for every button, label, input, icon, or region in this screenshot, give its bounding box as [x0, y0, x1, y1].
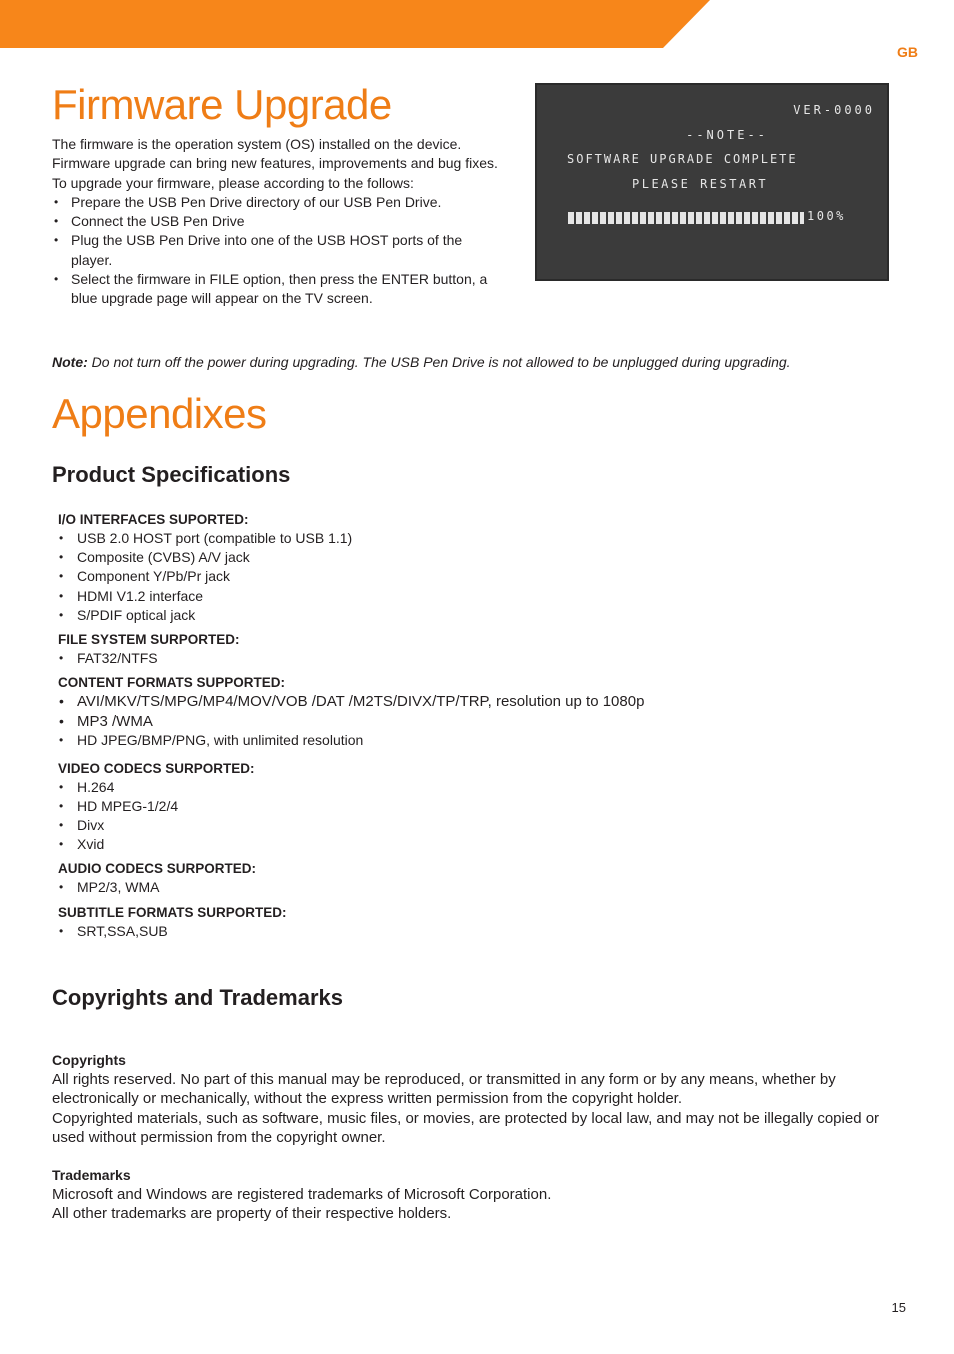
list-item: • S/PDIF optical jack	[58, 606, 758, 625]
copyrights-section	[52, 1051, 912, 1148]
firmware-upgrade-title: Firmware Upgrade	[52, 81, 392, 128]
product-specifications	[58, 510, 758, 941]
list-item: • MP3 /WMA	[58, 712, 758, 732]
copyrights-trademarks-heading: Copyrights and Trademarks	[52, 985, 343, 1010]
intro-line: To upgrade your firmware, please according to the follows:	[52, 174, 414, 191]
list-item: • USB 2.0 HOST port (compatible to USB 1.1)	[58, 529, 758, 548]
list-item: • Divx	[58, 816, 758, 835]
copyrights-paragraph: Copyrighted materials, such as software, music files, or movies, are protected by local law, and may not be illegally copied or used without permission from the copyright owner.	[52, 1109, 880, 1147]
trademarks-paragraph: Microsoft and Windows are registered trademarks of Microsoft Corporation.	[52, 1186, 552, 1203]
screen-progress-bar	[568, 212, 804, 224]
spec-category-heading: CONTENT FORMATS SUPPORTED:	[58, 675, 285, 691]
list-item: • Component Y/Pb/Pr jack	[58, 567, 758, 586]
spec-category-heading: FILE SYSTEM SURPORTED:	[58, 632, 240, 648]
list-item: • HDMI V1.2 interface	[58, 587, 758, 606]
note-text: Do not turn off the power during upgrading. The USB Pen Drive is not allowed to be unplugged during upgrading.	[87, 354, 791, 370]
screen-version: VER-0000	[793, 103, 875, 117]
list-item: • FAT32/NTFS	[58, 649, 758, 668]
spec-list	[58, 692, 758, 731]
spec-category-heading: VIDEO CODECS SURPORTED:	[58, 760, 255, 776]
spec-list	[58, 731, 758, 750]
screen-message: SOFTWARE UPGRADE COMPLETE	[567, 152, 798, 166]
list-item: • Connect the USB Pen Drive	[52, 212, 502, 231]
spec-list	[58, 878, 758, 897]
list-item: • HD JPEG/BMP/PNG, with unlimited resolution	[58, 731, 758, 750]
trademarks-section	[52, 1166, 912, 1224]
spec-list	[58, 922, 758, 941]
upgrade-steps-list	[52, 193, 502, 309]
spec-list	[58, 529, 758, 625]
language-tag: GB	[897, 44, 918, 60]
screen-instruction: PLEASE RESTART	[632, 177, 769, 191]
trademarks-subheading: Trademarks	[52, 1167, 131, 1183]
spec-category-heading: I/O INTERFACES SUPORTED:	[58, 512, 249, 527]
header-orange-band	[0, 0, 710, 48]
list-item: • MP2/3, WMA	[58, 878, 758, 897]
list-item: • Plug the USB Pen Drive into one of the USB HOST ports of the player.	[52, 231, 502, 270]
page-number: 15	[891, 1300, 906, 1315]
spec-category-heading: AUDIO CODECS SURPORTED:	[58, 861, 257, 877]
list-item: • HD MPEG-1/2/4	[58, 797, 758, 816]
list-item: • Prepare the USB Pen Drive directory of our USB Pen Drive.	[52, 193, 502, 212]
list-item: • Xvid	[58, 835, 758, 854]
appendixes-title: Appendixes	[52, 390, 267, 437]
list-item: • H.264	[58, 778, 758, 797]
list-item: • Composite (CVBS) A/V jack	[58, 548, 758, 567]
trademarks-paragraph: All other trademarks are property of their respective holders.	[52, 1205, 452, 1223]
copyrights-subheading: Copyrights	[52, 1052, 126, 1068]
intro-line: Firmware upgrade can bring new features, improvements and bug fixes.	[52, 155, 498, 172]
screen-note: --NOTE--	[686, 128, 768, 142]
list-item: • AVI/MKV/TS/MPG/MP4/MOV/VOB /DAT /M2TS/DIVX/TP/TRP, resolution up to 1080p	[58, 692, 758, 712]
firmware-intro	[52, 135, 502, 309]
spec-list	[58, 649, 758, 668]
spec-list	[58, 778, 758, 855]
intro-line: The firmware is the operation system (OS) installed on the device.	[52, 136, 462, 152]
screen-progress-percent: 100%	[807, 209, 846, 223]
upgrade-screen-image	[535, 83, 889, 281]
spec-category-heading: SUBTITLE FORMATS SURPORTED:	[58, 904, 287, 920]
list-item: • Select the firmware in FILE option, then press the ENTER button, a blue upgrade page will appear on the TV screen.	[52, 270, 502, 309]
copyrights-paragraph: All rights reserved. No part of this manual may be reproduced, or transmitted in any form or by any means, whether by electronically or mechanically, without the express written permission from the copyright holder.	[52, 1071, 836, 1108]
note-label: Note:	[52, 354, 88, 370]
list-item: • SRT,SSA,SUB	[58, 922, 758, 941]
product-specifications-heading: Product Specifications	[52, 462, 291, 487]
upgrade-note	[52, 354, 791, 370]
